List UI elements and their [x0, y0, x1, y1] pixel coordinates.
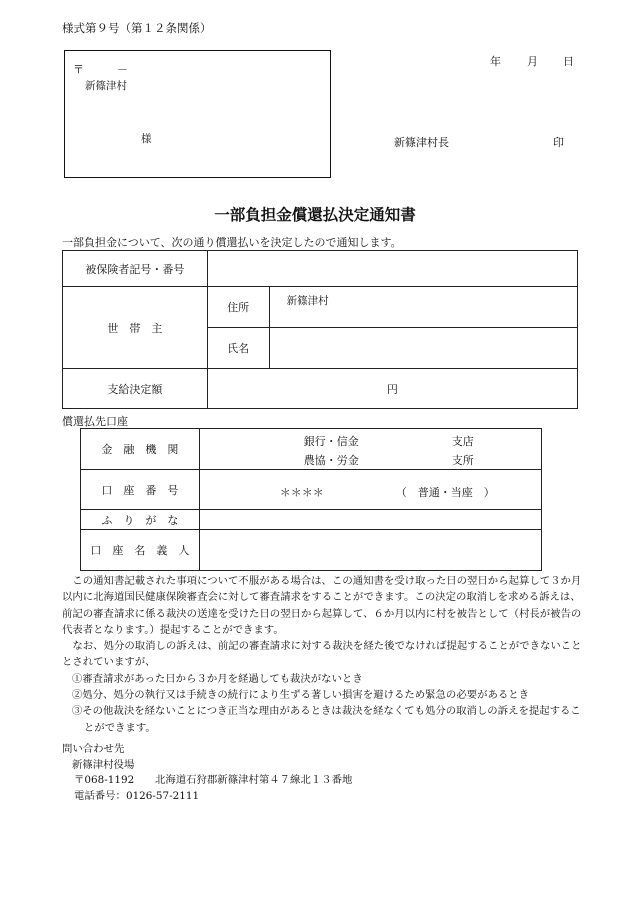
bank-type-bank: 銀行・信金 — [303, 435, 359, 448]
recipient-address-box — [64, 50, 331, 178]
honorific-sama: 様 — [141, 133, 152, 145]
yen-unit: 円 — [386, 382, 398, 396]
appeal-notice — [62, 573, 582, 736]
date-year-label: 年 — [490, 55, 501, 68]
seal-mark: 印 — [553, 136, 564, 149]
branch-office-label: 支所 — [451, 454, 474, 467]
account-section-label: 償還払先口座 — [62, 415, 128, 428]
intro-text: 一部負担金について、次の通り償還払いを決定したので通知します。 — [62, 236, 402, 249]
postal-code: 〒 － — [73, 63, 128, 76]
furigana-label: ふ り が な — [81, 510, 200, 530]
account-number-label: 口 座 番 号 — [81, 470, 200, 510]
payment-amount-label: 支給決定額 — [63, 369, 208, 409]
notice-item-1: ①審査請求があった日から３か月を経過しても裁決がないとき — [71, 672, 363, 685]
bank-type-coop: 農協・労金 — [303, 454, 359, 467]
address-label: 住所 — [207, 287, 269, 328]
recipient-village: 新篠津村 — [85, 80, 127, 92]
notice-item-2: ②処分、処分の執行又は手続きの続行により生ずる著しい損害を避けるため緊急の必要があるとき — [71, 689, 530, 702]
bank-label: 金 融 機 関 — [81, 429, 200, 470]
name-field[interactable] — [269, 328, 577, 369]
notice-item-3: ③その他裁決を経ないことにつき正当な理由があるときは裁決を経なくても処分の取消しの訴えを提起することができます。 — [71, 705, 581, 734]
household-head-label: 世 帯 主 — [63, 287, 208, 369]
bank-field[interactable] — [199, 429, 541, 470]
account-number-field[interactable] — [199, 470, 541, 510]
address-field[interactable]: 新篠津村 — [269, 287, 577, 328]
form-number: 様式第９号（第１２条関係） — [62, 21, 212, 35]
date-month-label: 月 — [527, 55, 538, 68]
notice-paragraph-1: この通知書記載された事項について不服がある場合は、この通知書を受け取った日の翌日から起算して３か月以内に北海道国民健康保険審査会に対して審査請求をすることができます。この決定の取消しを求める訴えは、前記の審査請求に係る裁決の送達を受けた日の翌日から起算して、６か月以内に村を被告として（村長が被告の代表者となります。）提起することができます。 — [62, 575, 582, 636]
branch-label: 支店 — [451, 435, 474, 448]
account-holder-field[interactable] — [199, 530, 541, 571]
contact-info — [62, 742, 352, 804]
document-title: 一部負担金償還払決定通知書 — [214, 205, 416, 224]
insured-number-label: 被保険者記号・番号 — [63, 251, 208, 287]
contact-office: 新篠津村役場 — [72, 758, 135, 771]
contact-address: 〒068-1192 北海道石狩郡新篠津村第４７線北１３番地 — [74, 774, 353, 787]
notice-paragraph-2: なお、処分の取消しの訴えは、前記の審査請求に対する裁決を経た後でなければ提起することができないこととされていますが、 — [62, 640, 582, 669]
account-number-mask: ＊＊＊＊ — [279, 485, 324, 499]
account-table — [80, 428, 542, 571]
contact-phone: 電話番号：0126-57-2111 — [74, 789, 200, 802]
account-type: （ 普通・当座 ） — [395, 485, 495, 499]
date-day-label: 日 — [563, 55, 574, 68]
contact-heading: 問い合わせ先 — [62, 743, 125, 755]
name-label: 氏名 — [207, 328, 269, 369]
decision-table — [62, 250, 578, 409]
payment-amount-field[interactable] — [207, 369, 577, 409]
issuer-mayor: 新篠津村長 — [394, 136, 449, 149]
account-holder-label: 口 座 名 義 人 — [81, 530, 200, 571]
insured-number-field[interactable] — [207, 251, 577, 287]
furigana-field[interactable] — [199, 510, 541, 530]
